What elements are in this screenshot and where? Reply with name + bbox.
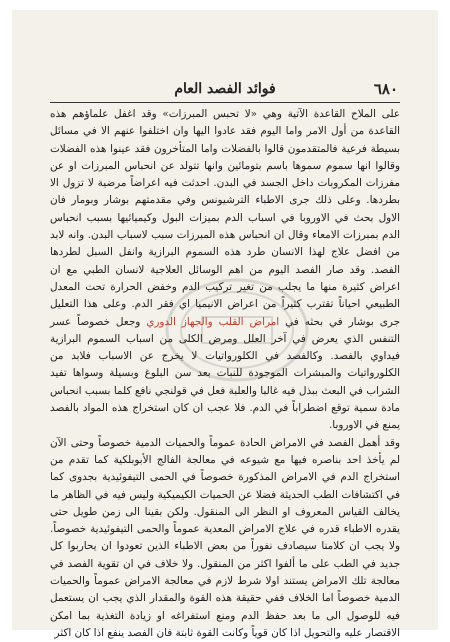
header-rule xyxy=(50,102,400,103)
highlighted-phrase: امراض القلب والجهاز الدوري xyxy=(146,315,280,328)
running-title: فوائد الفصد العام xyxy=(174,81,276,97)
paragraph-1-text-start: على الملاح القاعدة الآتية وهي «لا تحبس المبرزات» وقد اغفل علماؤهم هذه القاعدة من أول الامر واما اليوم فقد عادوا اليها وان اختلفوا عنهم الا في مسائل بسيطة فرعية فالمتقدمون قالوا بالفضلات واما المتأخرون فقد عينوا هذه الفضلات وقالوا انها سموم سموها باسم بتومائين وانها تتولد عن انحباس المبرزات او عن مفرزات المكروبات داخل الجسد في البدن. احدثت فيه اعراضاً مرضية لا تزول الا بطردها. وعلى ذلك جرى الاطباء الترشيونس وفي مقدمتهم بوشار وبومار فان الاول بحث في الاوروبا في اسباب الدم بميزات البول وكيميائيها بسبب انحباس الدم بمبرزات الامعاء وقال ان انحباس هذه المبرزات سبب لاسباب البدن. وانه لابد من افضل علاج لهذا الانسان طرد هذه السموم البرازية وانفل السبل لطردها الفصد. وقد صار الفصد اليوم من اهم الوسائل العلاجية لانسان الطبي مع ان اعراض كثيرة منها ما يجلب من تغير تركيب الدم وخفض الحرارة تحت المعدل الطبيعي احياناً تقترب كثيراً من اعراض الانيميا اي فقر الدم. وعلى هذا التعليل جرى بوشار في بحثه في xyxy=(50,108,401,328)
body-text xyxy=(50,106,401,639)
page-number: ٦٨٠ xyxy=(373,80,398,98)
paragraph-1 xyxy=(50,106,400,435)
page-header xyxy=(52,78,398,100)
paragraph-2-text: وقد أهمل الفصد في الامراض الحادة عموماً والحميات الدمية خصوصاً وحتى الآن لم يأخذ احد بناصره فيها مع شيوعه في معالجة الفالج الأبوبلكية كما تقدم من استخراج الدم في الامراض المذكورة خصوصاً في الحمى التيفوئيدية بجدوى كما في اكتشافات الطب الحديثة فضلا عن الحميات الكيميكية وليس فيه في الظاهر ما يخالف القياس المعروف او النظر الى المنقول. ولكن بقينا الى زمن طويل حتى يقدره الاطباء قدره في علاج الامراض المعدية عموماً والحمى التيفوئيدية خصوصاً. ولا يجب ان كلامنا سيصادف نفوراً من بعض الاطباء الذين تعودوا ان يحاربوا كل جديد في الطب على ما ألفوا اكثر من المنقول. ولا خلاف في ان تقوية الفصد في معالجة تلك الامراض يستند اولا شرط لازم في معالجة الامراض عموماً والحميات الدمية خصوصاً اما الخلاف ففي حقيقة هذه القوة والمقدار الذي يجب ان يستعمل فيه للوصول الى ما بعد حفظ الدم ومنع استفراغه او زيادة التغذية بما امكن الاقتصار عليه والتحويل اذا كان قوياً وكانت القوة ثابتة فان الفصد ينفع اذا كان اكثر xyxy=(50,436,400,639)
paragraph-2 xyxy=(50,435,400,642)
scanned-page xyxy=(12,10,438,639)
paragraph-1-text-end: وجعل خصوصاً عسر التنفس الذي يعرض في آخر العلل ومرض الكلى من اسباب السموم البرازية فيداوي بالفصد. وكالفصد في الكلورواتيات لا يخرج عن الاسباب فلابد من الكلورواتيات والمبشرات الموجودة للنبات بعد سن البلوغ وبسيلة وسواها تفيد الشراب في البعث ببذل فيه غالبا والعلبة فعل في قولنجي نافع كلما بسبب انحباس مادة سمية توقع اضطراباً في الدم. فلا عجب ان كان استخراج هذه المواد بالفصد يمنع في الاوروبا. xyxy=(50,315,400,432)
